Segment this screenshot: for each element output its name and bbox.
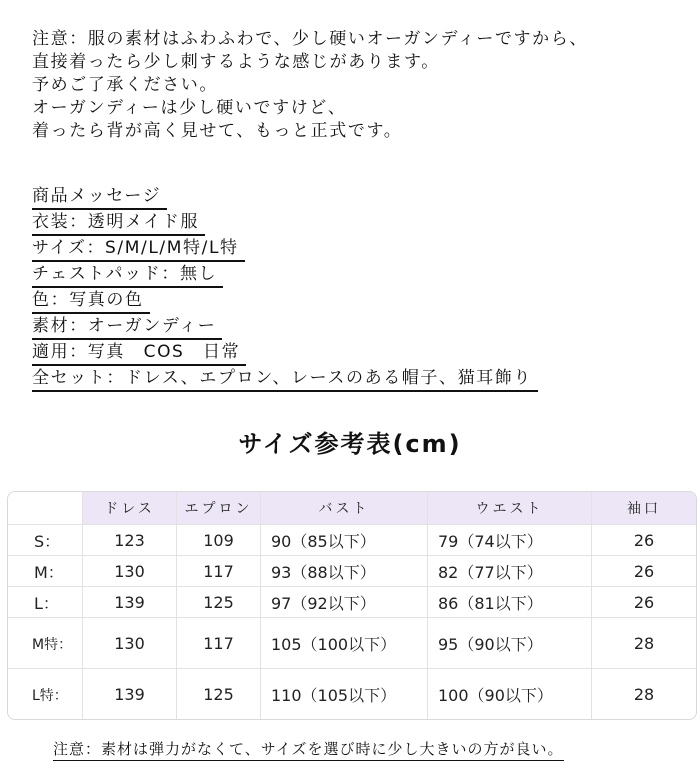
header-cell: 袖口 <box>591 492 696 524</box>
table-cell: 26 <box>591 587 696 618</box>
table-cell: 79（74以下） <box>427 525 591 556</box>
table-cell: 95（90以下） <box>427 618 591 669</box>
size-table <box>7 491 697 720</box>
intro-notice <box>32 28 588 143</box>
table-row <box>8 555 696 587</box>
table-cell: 139 <box>82 587 176 618</box>
header-cell <box>8 492 82 524</box>
table-cell: 86（81以下） <box>427 587 591 618</box>
table-cell: 109 <box>176 525 260 556</box>
table-cell: 125 <box>176 669 260 720</box>
table-cell: 123 <box>82 525 176 556</box>
notice-line: 直接着ったら少し刺するような感じがあります。 <box>32 52 440 72</box>
notice-line: 着ったら背が高く見せて、もっと正式です。 <box>32 121 403 141</box>
table-cell: 97（92以下） <box>260 587 427 618</box>
notice-line: オーガンディーは少し硬いですけど、 <box>32 98 347 118</box>
notice-line: 注意：服の素材はふわふわで、少し硬いオーガンディーですから、 <box>32 29 588 49</box>
table-cell: 100（90以下） <box>427 669 591 720</box>
table-cell: 105（100以下） <box>260 618 427 669</box>
table-cell: 130 <box>82 556 176 587</box>
table-cell: 139 <box>82 669 176 720</box>
table-cell: 117 <box>176 618 260 669</box>
table-header-row <box>8 492 696 524</box>
table-cell: 28 <box>591 669 696 720</box>
spec-heading: 商品メッセージ <box>32 184 167 210</box>
table-row <box>8 668 696 720</box>
table-cell: 82（77以下） <box>427 556 591 587</box>
table-cell: 93（88以下） <box>260 556 427 587</box>
header-cell: バスト <box>260 492 427 524</box>
footer-note: 注意：素材は弾力がなくて、サイズを選び時に少し大きいの方が良い。 <box>53 738 564 761</box>
size-label: L特： <box>32 687 68 704</box>
spec-line: 色：写真の色 <box>32 288 150 314</box>
spec-line: 素材：オーガンディー <box>32 314 222 340</box>
spec-line: チェストパッド：無し <box>32 262 223 288</box>
spec-line: サイズ：S/M/L/M特/L特 <box>32 236 245 262</box>
table-row <box>8 524 696 556</box>
size-label: L： <box>34 594 59 613</box>
table-cell: 26 <box>591 556 696 587</box>
spec-line: 全セット：ドレス、エプロン、レースのある帽子、猫耳飾り <box>32 366 538 392</box>
header-cell: ドレス <box>82 492 176 524</box>
spec-line: 衣装：透明メイド服 <box>32 210 205 236</box>
size-label: M特： <box>32 636 73 653</box>
size-label: S： <box>34 532 61 551</box>
spec-line: 適用：写真 COS 日常 <box>32 340 246 366</box>
size-table-title: サイズ参考表(cm) <box>238 430 462 458</box>
table-row <box>8 586 696 618</box>
table-cell: 117 <box>176 556 260 587</box>
table-cell: 125 <box>176 587 260 618</box>
table-row <box>8 617 696 669</box>
header-cell: ウエスト <box>427 492 591 524</box>
table-cell: 110（105以下） <box>260 669 427 720</box>
table-cell: 28 <box>591 618 696 669</box>
notice-line: 予めご了承ください。 <box>32 75 218 95</box>
table-cell: 90（85以下） <box>260 525 427 556</box>
size-label: M： <box>34 563 64 582</box>
table-cell: 26 <box>591 525 696 556</box>
table-cell: 130 <box>82 618 176 669</box>
header-cell: エプロン <box>176 492 260 524</box>
product-specs <box>32 184 538 392</box>
